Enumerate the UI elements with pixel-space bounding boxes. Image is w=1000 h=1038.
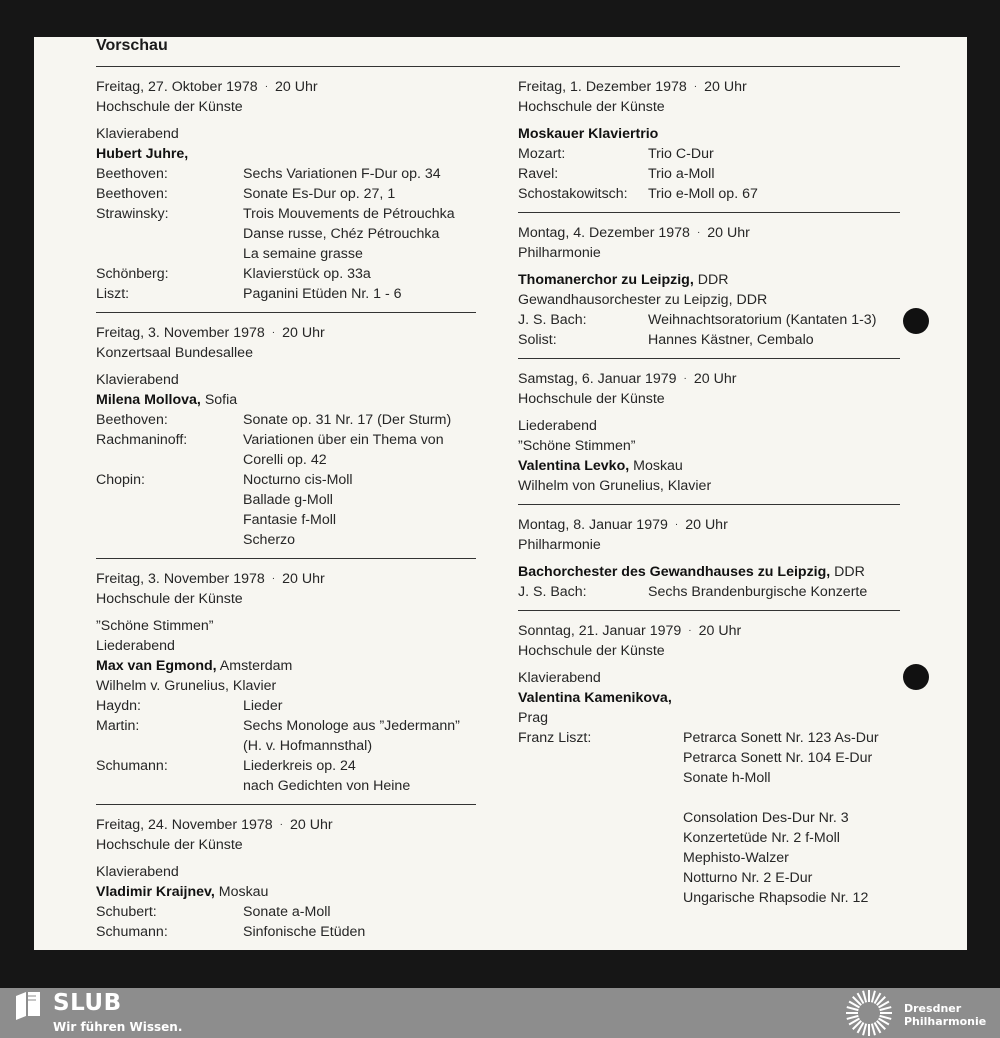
section-divider <box>518 610 900 611</box>
program-row <box>518 184 900 204</box>
event-description: ”Schöne Stimmen” <box>96 618 214 634</box>
logo-ray <box>863 1024 866 1036</box>
work-title: Lieder <box>243 698 283 714</box>
program-row <box>96 776 476 796</box>
work-title: La semaine grasse <box>243 246 363 262</box>
separator-dot: · <box>683 373 687 384</box>
event-venue: Hochschule der Künste <box>96 99 243 115</box>
composer: J. S. Bach: <box>518 584 587 600</box>
performer-line <box>518 562 900 582</box>
composer: J. S. Bach: <box>518 312 587 328</box>
work-title: (H. v. Hofmannsthal) <box>243 738 373 754</box>
event-entry <box>96 815 476 942</box>
composer: Beethoven: <box>96 166 168 182</box>
performer-line <box>518 688 900 708</box>
program-row <box>518 144 900 164</box>
performer-line <box>96 144 476 164</box>
event-description: Klavierabend <box>518 670 601 686</box>
work-title: Consolation Des-Dur Nr. 3 <box>683 810 849 826</box>
work-title: Weihnachtsoratorium (Kantaten 1-3) <box>648 312 877 328</box>
work-title: Fantasie f-Moll <box>243 512 337 528</box>
composer: Schumann: <box>96 758 168 774</box>
separator-dot: · <box>688 625 692 636</box>
event-time: 20 Uhr <box>698 623 742 639</box>
program-row <box>518 808 900 828</box>
event-datetime <box>518 223 900 243</box>
work-title: Nocturno cis-Moll <box>243 472 353 488</box>
spacer <box>96 609 476 616</box>
event-datetime <box>96 323 476 343</box>
spacer <box>96 117 476 124</box>
work-title: Mephisto-Walzer <box>683 850 789 866</box>
work-title: Sechs Brandenburgische Konzerte <box>648 584 868 600</box>
event-description: Liederabend <box>96 638 175 654</box>
logo-ray <box>872 1024 875 1036</box>
work-title: Trio C-Dur <box>648 146 714 162</box>
program-row <box>96 244 476 264</box>
event-entry <box>518 621 900 908</box>
composer: Schostakowitsch: <box>518 186 628 202</box>
performer-name: Moskauer Klaviertrio <box>518 126 659 142</box>
work-title: Liederkreis op. 24 <box>243 758 356 774</box>
program-row <box>518 330 900 350</box>
program-row <box>518 868 900 888</box>
spacer <box>518 661 900 668</box>
work-title: Sonate Es-Dur op. 27, 1 <box>243 186 396 202</box>
event-date: Montag, 4. Dezember 1978 <box>518 225 690 241</box>
event-time: 20 Uhr <box>707 225 750 241</box>
event-time: 20 Uhr <box>685 517 728 533</box>
work-title: Trio a-Moll <box>648 166 715 182</box>
section-divider <box>96 558 476 559</box>
program-row <box>96 264 476 284</box>
event-date: Sonntag, 21. Januar 1979 <box>518 623 682 639</box>
work-title: Trois Mouvements de Pétrouchka <box>243 206 455 222</box>
event-date: Freitag, 3. November 1978 <box>96 571 265 587</box>
separator-dot: · <box>279 819 283 830</box>
composer: Schubert: <box>96 904 157 920</box>
partner-line-1: Dresdner <box>904 1002 962 1015</box>
event-date: Samstag, 6. Januar 1979 <box>518 371 677 387</box>
work-title: Sinfonische Etüden <box>243 924 366 940</box>
event-entry <box>518 223 900 350</box>
work-title: Konzertetüde Nr. 2 f-Moll <box>683 830 840 846</box>
program-row <box>96 450 476 470</box>
composer: Liszt: <box>96 286 130 302</box>
spacer <box>518 117 900 124</box>
performer-origin: Amsterdam <box>219 658 293 674</box>
event-entry <box>96 77 476 304</box>
separator-dot: · <box>271 327 276 338</box>
performer-name: Milena Mollova, <box>96 392 201 408</box>
slub-logo-text: SLUB <box>53 990 122 1016</box>
program-row <box>96 696 476 716</box>
event-datetime <box>518 515 900 535</box>
work-title: Notturno Nr. 2 E-Dur <box>683 870 813 886</box>
page-title: Vorschau <box>96 37 168 54</box>
work-title: Trio e-Moll op. 67 <box>648 186 758 202</box>
event-venue: Hochschule der Künste <box>96 837 243 853</box>
event-datetime <box>96 815 476 835</box>
separator-dot: · <box>264 81 269 92</box>
performer-origin: DDR <box>697 272 729 288</box>
work-title: Danse russe, Chéz Pétrouchka <box>243 226 440 242</box>
event-detail: Wilhelm von Grunelius, Klavier <box>518 478 712 494</box>
event-entry <box>96 323 476 550</box>
event-venue: Hochschule der Künste <box>518 391 665 407</box>
composer: Haydn: <box>96 698 141 714</box>
composer: Schumann: <box>96 924 168 940</box>
event-description: ”Schöne Stimmen” <box>518 438 636 454</box>
composer: Mozart: <box>518 146 566 162</box>
logo-ray <box>863 991 866 1003</box>
program-page <box>34 37 967 950</box>
program-row <box>518 848 900 868</box>
event-datetime <box>518 77 900 97</box>
section-divider <box>96 804 476 805</box>
footer-bar <box>0 988 1000 1038</box>
left-column <box>96 77 476 942</box>
program-row <box>518 310 900 330</box>
performer-name: Thomanerchor zu Leipzig, <box>518 272 694 288</box>
event-datetime <box>96 77 476 97</box>
event-entry <box>518 369 900 496</box>
event-entry <box>96 569 476 796</box>
performer-name: Bachorchester des Gewandhauses zu Leipzig, <box>518 564 831 580</box>
work-title: nach Gedichten von Heine <box>243 778 411 794</box>
program-row <box>518 164 900 184</box>
event-date: Freitag, 1. Dezember 1978 <box>518 79 687 95</box>
performer-line <box>518 124 900 144</box>
event-venue: Hochschule der Künste <box>518 99 665 115</box>
event-datetime <box>518 621 900 641</box>
work-title: Sonate a-Moll <box>243 904 331 920</box>
program-row <box>518 728 900 748</box>
performer-name: Hubert Juhre, <box>96 146 189 162</box>
logo-ray <box>847 1016 859 1019</box>
performer-name: Valentina Levko, <box>518 458 630 474</box>
performer-line <box>96 882 476 902</box>
spacer <box>96 855 476 862</box>
program-row <box>96 204 476 224</box>
event-time: 20 Uhr <box>282 325 325 341</box>
event-description: Klavierabend <box>96 372 179 388</box>
program-row <box>518 768 900 788</box>
book-icon <box>14 990 42 1020</box>
program-row <box>96 224 476 244</box>
program-row <box>518 748 900 768</box>
performer-line <box>96 390 476 410</box>
logo-ray <box>880 1007 892 1010</box>
composer: Chopin: <box>96 472 145 488</box>
event-detail: Prag <box>518 710 548 726</box>
work-title: Sechs Variationen F-Dur op. 34 <box>243 166 441 182</box>
event-datetime <box>518 369 900 389</box>
title-rule <box>96 66 900 67</box>
spacer <box>96 363 476 370</box>
event-detail: Wilhelm v. Grunelius, Klavier <box>96 678 277 694</box>
event-time: 20 Uhr <box>704 79 747 95</box>
work-title: Sechs Monologe aus ”Jedermann” <box>243 718 460 734</box>
composer: Solist: <box>518 332 557 348</box>
performer-line <box>518 270 900 290</box>
section-divider <box>518 358 900 359</box>
program-row <box>518 788 900 808</box>
performer-origin: Sofia <box>204 392 238 408</box>
event-time: 20 Uhr <box>282 571 325 587</box>
program-row <box>96 530 476 550</box>
event-time: 20 Uhr <box>693 371 737 387</box>
work-title: Ungarische Rhapsodie Nr. 12 <box>683 890 869 906</box>
composer: Schönberg: <box>96 266 169 282</box>
event-date: Freitag, 24. November 1978 <box>96 817 273 833</box>
event-time: 20 Uhr <box>275 79 318 95</box>
slub-tagline: Wir führen Wissen. <box>53 1020 183 1034</box>
program-row <box>96 164 476 184</box>
event-date: Montag, 8. Januar 1979 <box>518 517 668 533</box>
performer-origin: Moskau <box>633 458 683 474</box>
performer-line <box>96 656 476 676</box>
work-title: Klavierstück op. 33a <box>243 266 371 282</box>
event-venue: Hochschule der Künste <box>518 643 665 659</box>
event-venue: Konzertsaal Bundesallee <box>96 345 253 361</box>
spacer <box>518 263 900 270</box>
program-row <box>96 510 476 530</box>
composer: Franz Liszt: <box>518 730 592 746</box>
performer-name: Valentina Kamenikova, <box>518 690 672 706</box>
event-venue: Philharmonie <box>518 537 601 553</box>
event-datetime <box>96 569 476 589</box>
program-row <box>96 902 476 922</box>
work-title: Petrarca Sonett Nr. 104 E-Dur <box>683 750 873 766</box>
work-title: Paganini Etüden Nr. 1 - 6 <box>243 286 402 302</box>
event-venue: Hochschule der Künste <box>96 591 243 607</box>
separator-dot: · <box>674 519 679 530</box>
composer: Ravel: <box>518 166 559 182</box>
separator-dot: · <box>271 573 276 584</box>
program-row <box>96 922 476 942</box>
composer: Strawinsky: <box>96 206 169 222</box>
event-description: Liederabend <box>518 418 597 434</box>
partner-line-2: Philharmonie <box>904 1015 987 1028</box>
philharmonie-logo-icon <box>842 988 896 1038</box>
punch-hole <box>903 664 929 690</box>
program-row <box>96 184 476 204</box>
partner-logo-text <box>904 1002 986 1028</box>
event-time: 20 Uhr <box>290 817 333 833</box>
program-row <box>518 828 900 848</box>
composer: Beethoven: <box>96 412 168 428</box>
program-row <box>518 888 900 908</box>
work-title: Corelli op. 42 <box>243 452 327 468</box>
work-title: Ballade g-Moll <box>243 492 333 508</box>
work-title: Petrarca Sonett Nr. 123 As-Dur <box>683 730 879 746</box>
composer: Martin: <box>96 718 140 734</box>
right-column <box>518 77 900 908</box>
work-title: Hannes Kästner, Cembalo <box>648 332 814 348</box>
program-row <box>518 582 900 602</box>
section-divider <box>518 504 900 505</box>
program-row <box>96 756 476 776</box>
work-title: Sonate op. 31 Nr. 17 (Der Sturm) <box>243 412 452 428</box>
program-row <box>96 284 476 304</box>
section-divider <box>96 312 476 313</box>
program-row <box>96 716 476 736</box>
event-date: Freitag, 3. November 1978 <box>96 325 265 341</box>
event-venue: Philharmonie <box>518 245 601 261</box>
composer: Beethoven: <box>96 186 168 202</box>
work-title: Variationen über ein Thema von <box>243 432 444 448</box>
logo-ray <box>872 991 875 1003</box>
composer: Rachmaninoff: <box>96 432 188 448</box>
performer-line <box>518 456 900 476</box>
program-row <box>96 470 476 490</box>
work-title: Scherzo <box>243 532 296 548</box>
program-row <box>96 430 476 450</box>
program-row <box>96 490 476 510</box>
program-row <box>96 736 476 756</box>
spacer <box>518 409 900 416</box>
performer-origin: DDR <box>834 564 865 580</box>
logo-ray <box>880 1016 892 1019</box>
work-title: Sonate h-Moll <box>683 770 771 786</box>
event-description: Klavierabend <box>96 126 179 142</box>
performer-name: Vladimir Kraijnev, <box>96 884 215 900</box>
spacer <box>518 555 900 562</box>
separator-dot: · <box>696 227 701 238</box>
event-description: Klavierabend <box>96 864 179 880</box>
event-detail: Gewandhausorchester zu Leipzig, DDR <box>518 292 768 308</box>
performer-name: Max van Egmond, <box>96 658 217 674</box>
punch-hole <box>903 308 929 334</box>
separator-dot: · <box>693 81 698 92</box>
section-divider <box>518 212 900 213</box>
event-entry <box>518 515 900 602</box>
logo-ray <box>847 1007 859 1010</box>
performer-origin: Moskau <box>218 884 269 900</box>
program-row <box>96 410 476 430</box>
event-entry <box>518 77 900 204</box>
event-date: Freitag, 27. Oktober 1978 <box>96 79 258 95</box>
